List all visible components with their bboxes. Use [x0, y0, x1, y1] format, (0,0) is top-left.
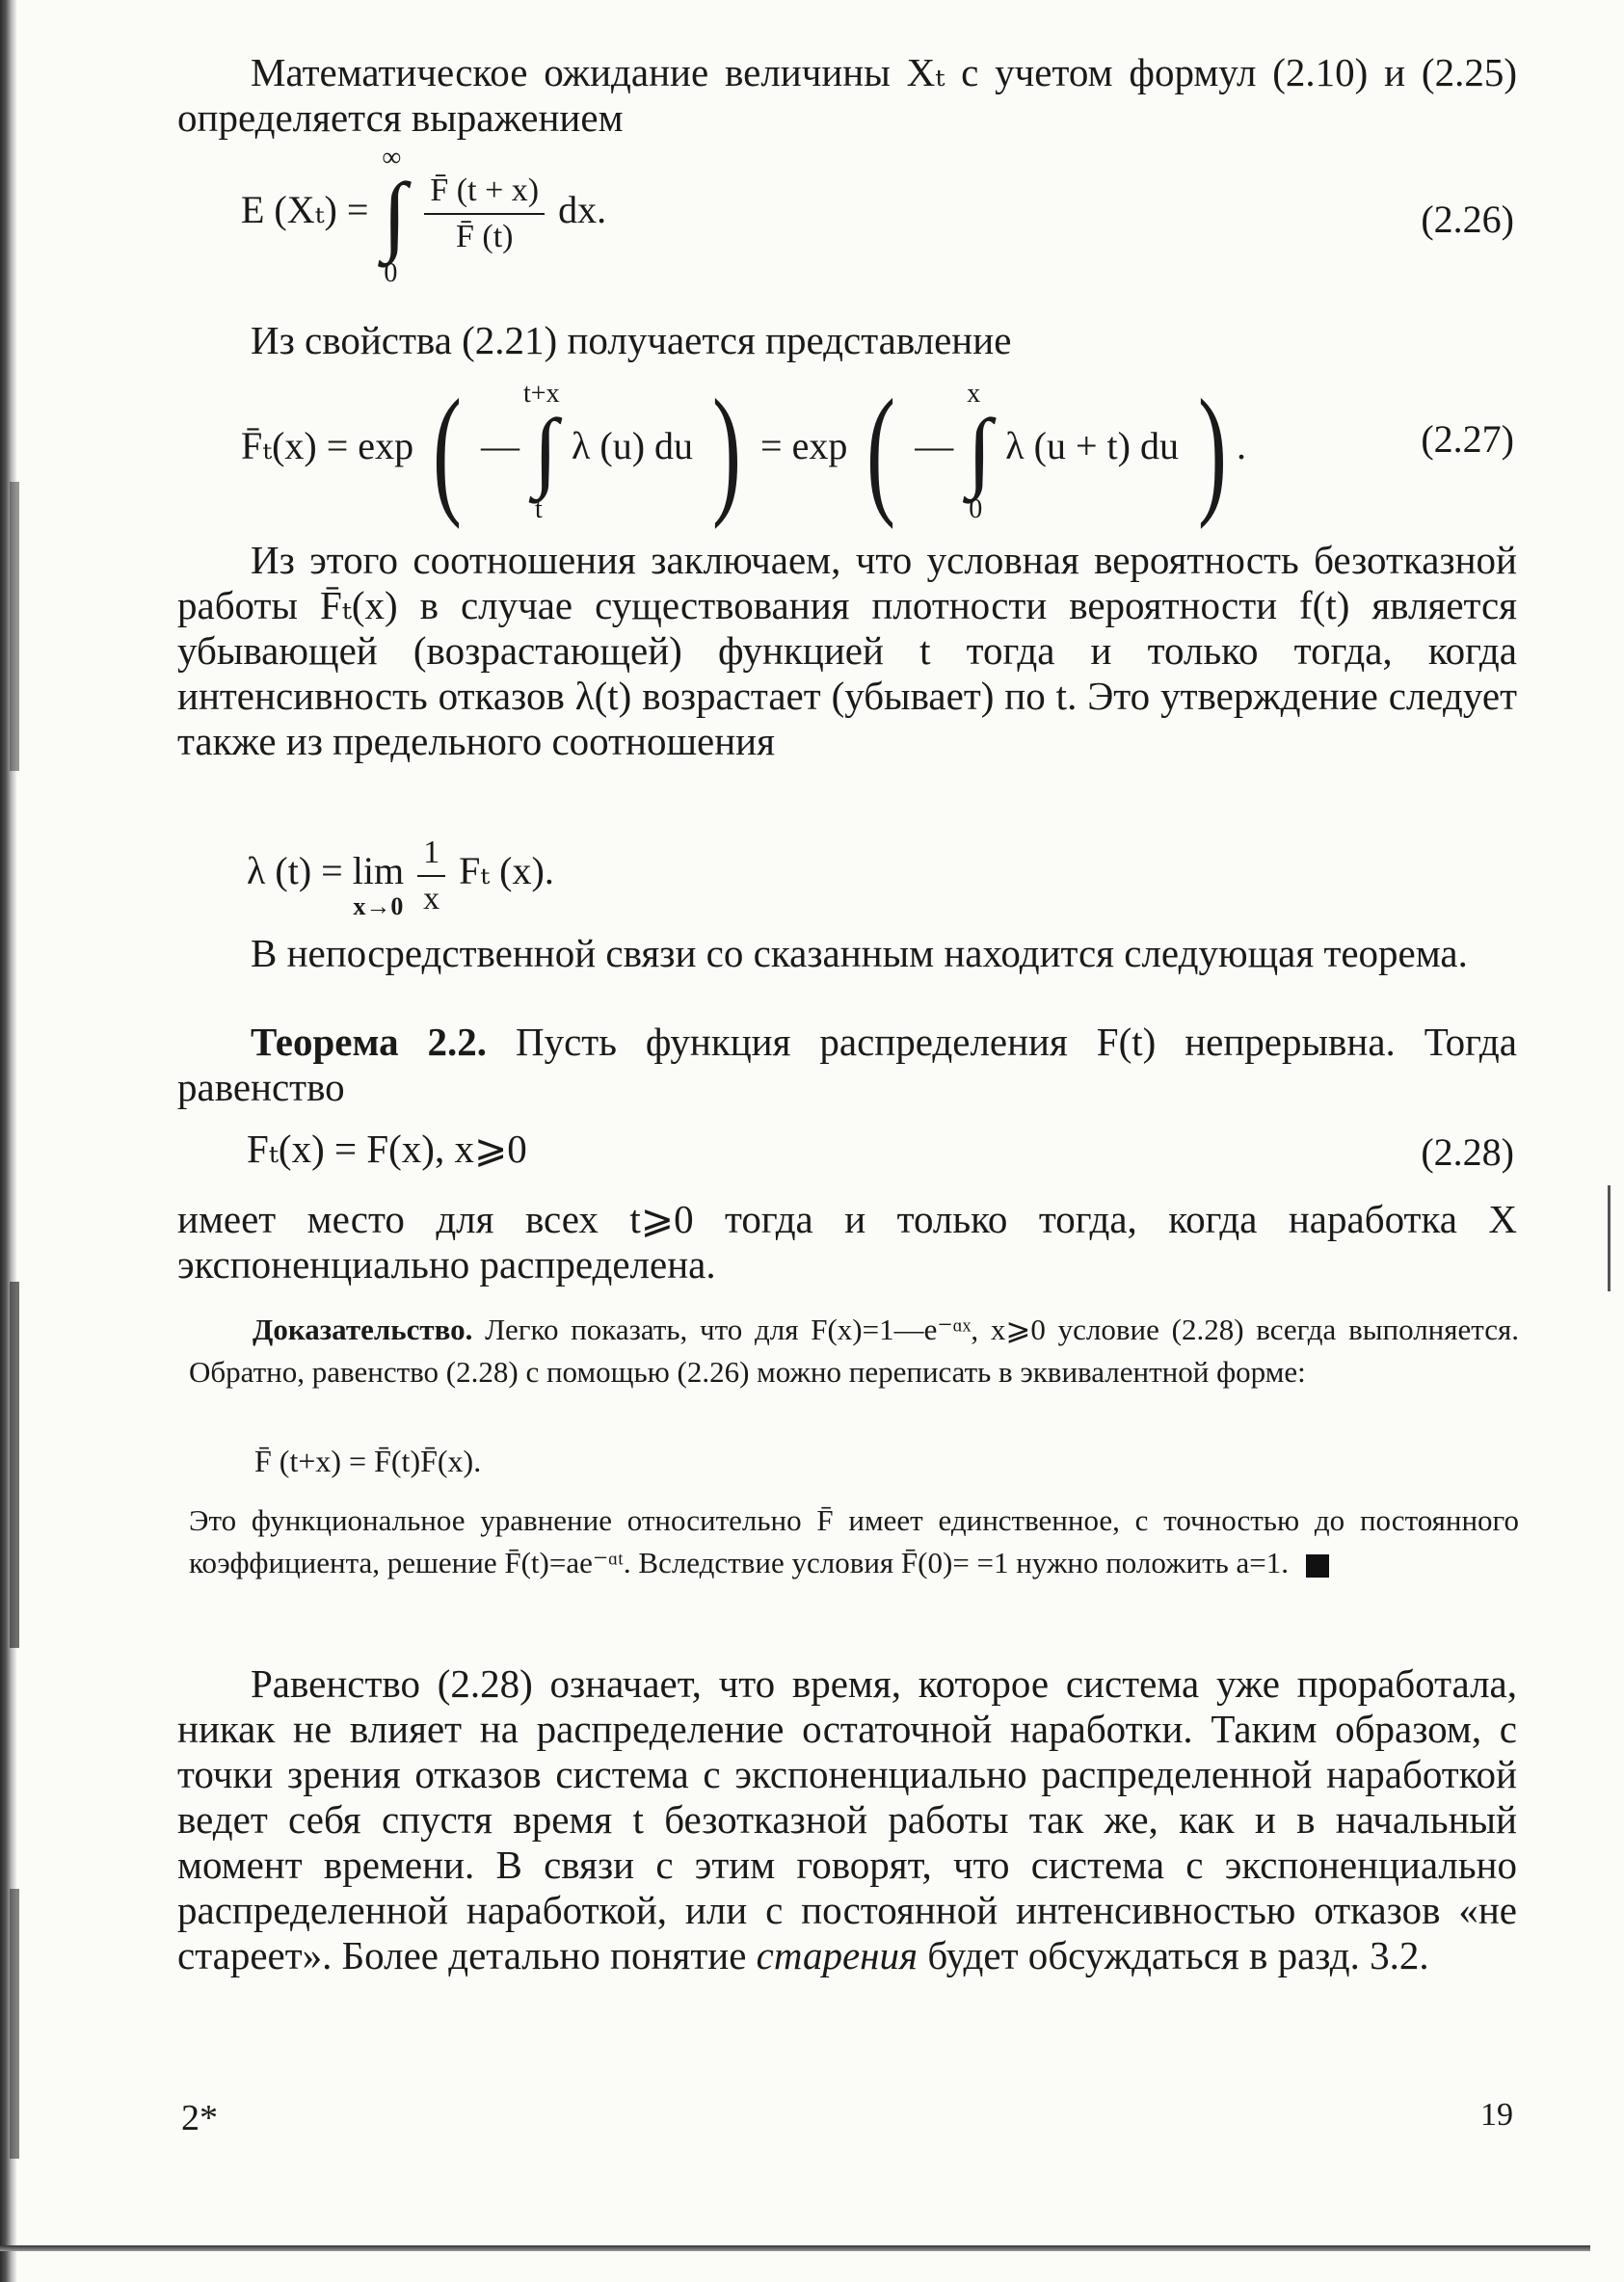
- proof-text: Легко показать, что для F(x)=1—e⁻ᵅˣ, x⩾0 условие (2.28) всегда выполняется. Обратно, равенство (2.28) с помощью (2.26) можно переписать в эквивалентной форме:: [189, 1313, 1519, 1389]
- page-number: 19: [1480, 2097, 1513, 2133]
- integral-sign-icon: ∫: [533, 401, 558, 499]
- eq227-lower-limit-1: t: [535, 494, 543, 524]
- eq227-upper-limit-2: x: [967, 379, 981, 409]
- eq226-lower-limit: 0: [384, 258, 398, 288]
- paragraph-theorem-end: имеет место для всех t⩾0 тогда и только тогда, когда наработка X экспоненциально распределена.: [177, 1197, 1517, 1287]
- equation-limit: [247, 836, 554, 919]
- integral-symbol: [378, 143, 411, 288]
- proof-continuation: [189, 1499, 1519, 1584]
- integral-symbol: [963, 379, 996, 524]
- paragraph-theorem-intro: В непосредственной связи со сказанным находится следующая теорема.: [251, 931, 1468, 975]
- left-paren-icon: (: [866, 370, 896, 530]
- signature-mark: 2*: [181, 2098, 218, 2138]
- eq-lim-denominator: x: [423, 881, 440, 916]
- eq227-mid: = exp: [760, 424, 848, 468]
- paragraph-representation: Из свойства (2.21) получается представление: [251, 318, 1012, 362]
- aging-text: Равенство (2.28) означает, что время, которое система уже проработала, никак не влияет на распределение остаточной наработки. Таким образом, с точки зрения отказов система с экспоненциально распределенной наработкой ведет себя спустя время t безотказной работы так же, как и в начальный момент времени. В связи с этим говорят, что система с экспоненциально распределенной наработкой, или с постоянной интенсивностью отказов «не стареет». Более детально понятие: [177, 1661, 1517, 1977]
- left-paren-icon: (: [433, 370, 463, 530]
- proof-label: Доказательство.: [253, 1313, 473, 1346]
- binding-mark: [10, 1282, 19, 1648]
- limit-operator: [353, 836, 404, 919]
- eq227-lower-limit-2: 0: [969, 494, 983, 524]
- equation-number-2-26: (2.26): [1421, 198, 1514, 241]
- theorem-2-2: [177, 1020, 1517, 1110]
- margin-mark: [1608, 1185, 1611, 1291]
- integral-sign-icon: ∫: [382, 165, 407, 263]
- eq227-upper-limit-1: t+x: [523, 379, 560, 409]
- bottom-edge-line: [0, 2245, 1590, 2251]
- aging-italic-term: старения: [756, 1933, 918, 1977]
- equation-2-28: Fₜ(x) = F(x), x⩾0: [247, 1127, 527, 1171]
- integral-symbol: [523, 379, 562, 524]
- eq-lim-numerator: 1: [417, 836, 445, 877]
- eq-lim-rhs: Fₜ (x).: [459, 849, 554, 892]
- qed-icon: [1306, 1554, 1329, 1578]
- paragraph-conclusion: Из этого соотношения заключаем, что условная вероятность безотказной работы F̄ₜ(x) в случае существования плотности вероятности f(t) является убывающей (возрастающей) функцией t тогда и только тогда, когда интенсивность отказов λ(t) возрастает (убывает) по t. Это утверждение следует также из предельного соотношения: [177, 538, 1517, 763]
- eq226-tail: dx.: [558, 188, 607, 232]
- right-paren-icon: ): [712, 370, 742, 530]
- binding-mark: [10, 482, 19, 771]
- limit-label: lim: [352, 849, 405, 892]
- equation-number-2-27: (2.27): [1421, 417, 1514, 461]
- eq226-fraction: [424, 174, 545, 253]
- right-paren-icon: ): [1197, 370, 1227, 530]
- eq226-denominator: F̄ (t): [455, 219, 514, 254]
- paragraph-intro: Математическое ожидание величины Xₜ с учетом формул (2.10) и (2.25) определяется выражением: [177, 50, 1517, 140]
- paragraph-conclusion-aging: [177, 1661, 1517, 1978]
- eq226-lhs: E (Xₜ) =: [241, 188, 369, 232]
- eq227-lhs: F̄ₜ(x) = exp: [241, 424, 414, 468]
- equation-number-2-28: (2.28): [1421, 1130, 1514, 1174]
- binding-mark: [10, 1889, 19, 2159]
- eq227-body-2: λ (u + t) du: [1005, 424, 1179, 468]
- eq227-body-1: λ (u) du: [572, 424, 694, 468]
- eq226-upper-limit: ∞: [382, 143, 402, 172]
- equation-2-27: F̄ₜ(x) = exp ( — t+x ∫ t λ (u) du ) = exp ( — x ∫ 0 λ (u + t) du ) .: [241, 370, 1246, 530]
- eq226-numerator: F̄ (t + x): [424, 174, 545, 215]
- equation-2-26: [241, 143, 607, 288]
- integral-sign-icon: ∫: [967, 401, 992, 499]
- theorem-text: Пусть функция распределения F(t) непрерывна. Тогда равенство: [177, 1020, 1517, 1109]
- limit-under: x→0: [353, 892, 404, 920]
- equation-functional: F̄ (t+x) = F̄(t)F̄(x).: [254, 1444, 482, 1478]
- eq-lim-fraction: [417, 836, 445, 915]
- theorem-label: Теорема 2.2.: [251, 1020, 488, 1064]
- proof-paragraph: [189, 1309, 1519, 1393]
- proof-text-2: Это функциональное уравнение относительно F̄ имеет единственное, с точностью до постоянного коэффициента, решение F̄(t)=ae⁻ᵅᵗ. Вследствие условия F̄(0)= =1 нужно положить a=1.: [189, 1503, 1519, 1579]
- aging-text-end: будет обсуждаться в разд. 3.2.: [918, 1933, 1429, 1977]
- eq-lim-lhs: λ (t) =: [247, 849, 343, 892]
